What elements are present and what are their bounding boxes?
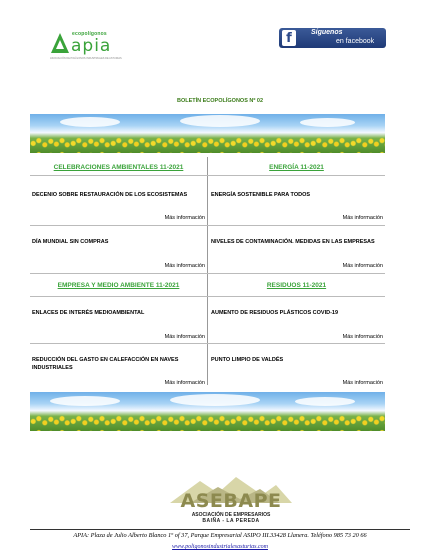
article-title[interactable]: DECENIO SOBRE RESTAURACIÓN DE LOS ECOSISTEMAS bbox=[32, 192, 188, 198]
more-info-link[interactable]: Más información bbox=[342, 334, 383, 340]
facebook-label-1: Síguenos bbox=[311, 29, 343, 36]
apia-logo bbox=[50, 31, 130, 65]
section-heading-energia[interactable]: ENERGÍA 11-2021 bbox=[269, 164, 324, 171]
footer-divider bbox=[30, 529, 410, 530]
article-title[interactable]: NIVELES DE CONTAMINACIÓN. MEDIDAS EN LAS EMPRESAS bbox=[211, 239, 375, 245]
logo-big-text: apia bbox=[71, 36, 112, 56]
article-title[interactable]: PUNTO LIMPIO DE VALDÉS bbox=[211, 357, 284, 363]
apia-triangle-icon bbox=[50, 32, 70, 54]
asebape-line2: BAIÑA - LA PEREDA bbox=[202, 518, 260, 524]
section-heading-celebraciones[interactable]: CELEBRACIONES AMBIENTALES 11-2021 bbox=[53, 164, 184, 171]
more-info-link[interactable]: Más información bbox=[164, 215, 205, 221]
divider bbox=[30, 175, 385, 176]
facebook-follow-button[interactable] bbox=[279, 28, 386, 48]
logo-tagline: ASOCIACIÓN DE POLÍGONOS INDUSTRIALES DE ASTURIAS bbox=[50, 57, 122, 60]
meadow-banner-top bbox=[30, 114, 385, 153]
more-info-link[interactable]: Más información bbox=[342, 215, 383, 221]
article-title[interactable]: ENERGÍA SOSTENIBLE PARA TODOS bbox=[211, 192, 311, 198]
logo-small-text: ecopolígonos bbox=[72, 31, 107, 37]
more-info-link[interactable]: Más información bbox=[164, 263, 205, 269]
article-title[interactable]: REDUCCIÓN DEL GASTO EN CALEFACCIÓN EN NAVES INDUSTRIALES bbox=[32, 357, 179, 371]
meadow-banner-bottom bbox=[30, 392, 385, 431]
divider bbox=[30, 273, 385, 274]
divider bbox=[30, 296, 385, 297]
divider bbox=[30, 225, 385, 226]
more-info-link[interactable]: Más información bbox=[342, 263, 383, 269]
footer-address: APIA: Plaza de Julio Alberto Blanco 1º of 37, Parque Empresarial ASIPO III.33428 Llanera. Teléfono 985 73 20 66 bbox=[73, 532, 367, 539]
asebape-name: ASEBAPE bbox=[180, 490, 282, 512]
section-heading-empresa[interactable]: EMPRESA Y MEDIO AMBIENTE 11-2021 bbox=[57, 282, 180, 289]
more-info-link[interactable]: Más información bbox=[342, 380, 383, 386]
more-info-link[interactable]: Más información bbox=[164, 380, 205, 386]
article-title[interactable]: AUMENTO DE RESIDUOS PLÁSTICOS COVID-19 bbox=[211, 310, 339, 316]
bulletin-title: BOLETÍN ECOPOLÍGONOS Nº 02 bbox=[176, 98, 264, 104]
asebape-logo bbox=[170, 475, 292, 525]
facebook-label-2: en facebook bbox=[336, 38, 375, 45]
divider bbox=[30, 343, 385, 344]
column-divider bbox=[207, 157, 208, 385]
section-heading-residuos[interactable]: RESIDUOS 11-2021 bbox=[266, 282, 327, 289]
article-title[interactable]: DÍA MUNDIAL SIN COMPRAS bbox=[32, 239, 109, 245]
article-title[interactable]: ENLACES DE INTERÉS MEDIOAMBIENTAL bbox=[32, 310, 145, 316]
more-info-link[interactable]: Más información bbox=[164, 334, 205, 340]
asebape-line1: ASOCIACIÓN DE EMPRESARIOS bbox=[191, 512, 271, 518]
footer-website-link[interactable]: www.poligonosindustrialesasturias.com bbox=[172, 544, 268, 550]
facebook-icon: f bbox=[282, 30, 296, 46]
